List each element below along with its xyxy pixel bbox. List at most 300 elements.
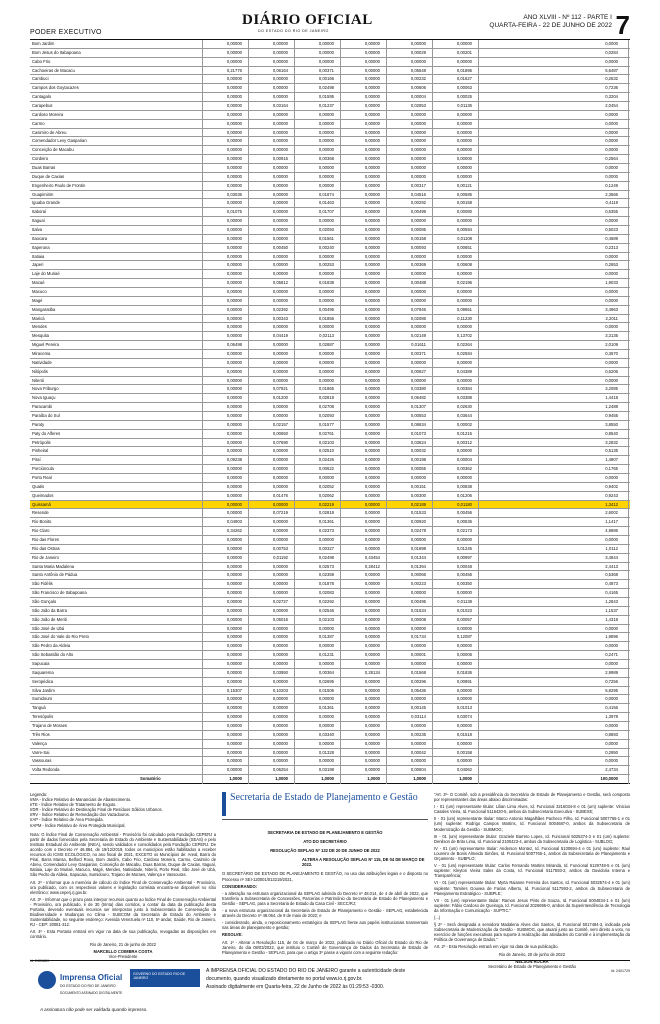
preamble: O SECRETÁRIO DE ESTADO DE PLANEJAMENTO E GESTÃO, no uso das atribuições legais e o disposto no Processo nº SEI-120001/013219/2021,: [222, 871, 428, 882]
value-cell: 0,00000: [364, 740, 380, 746]
value-cell: 0,00000: [364, 377, 380, 383]
value-cell: 2,0454: [605, 103, 618, 108]
value-cell: 0,00000: [226, 661, 242, 666]
value-cell: 0,00312: [456, 439, 472, 445]
value-cell: 0,00000: [272, 661, 288, 666]
value-cell: 0,00000: [364, 492, 380, 498]
value-cell: 0,00000: [364, 76, 380, 82]
art2-text: Art. 2º - Esta Resolução entrará em vigor na data de sua publicação.: [434, 944, 559, 950]
table-row: [30, 421, 630, 430]
value-cell: 1,0000: [413, 776, 426, 782]
value-cell: 0,00000: [456, 111, 472, 117]
value-cell: 0,00145: [410, 705, 426, 711]
value-cell: 0,00000: [456, 297, 472, 303]
value-cell: 0,00000: [272, 235, 288, 241]
table-row: [30, 137, 630, 146]
value-cell: 0,00000: [364, 94, 380, 100]
consideration-3: - considerando, ainda, o reposicionamento estratégico da SEPLAG frente aos papéis institucionais transversais nas áreas de planejamento e gestão;: [222, 920, 428, 931]
doc-id: Id: 2401869: [30, 958, 49, 963]
value-cell: 0,00296: [410, 678, 426, 684]
value-cell: 0,00000: [272, 652, 288, 658]
value-cell: 0,03340: [318, 731, 334, 737]
municipality-cell: Maricá: [32, 315, 45, 321]
value-cell: 0,00000: [318, 218, 334, 224]
table-row: [30, 527, 630, 536]
value-cell: 0,00495: [318, 306, 334, 312]
value-cell: 1,1537: [605, 607, 618, 613]
value-cell: 0,00000: [226, 421, 242, 427]
value-cell: 0,00000: [226, 235, 242, 241]
value-cell: 0,05548: [410, 67, 426, 73]
value-cell: 0,00651: [456, 244, 472, 250]
municipality-cell: Rio de Janeiro: [32, 554, 60, 560]
value-cell: 0,00000: [364, 342, 380, 348]
value-cell: 0,00000: [318, 289, 334, 294]
value-cell: 0,01533: [410, 510, 426, 516]
municipality-cell: Bom Jardim: [32, 41, 55, 46]
value-cell: 0,00000: [318, 643, 334, 649]
table-row: [30, 580, 630, 589]
value-cell: 0,00000: [272, 58, 288, 64]
value-cell: 0,00000: [318, 120, 334, 126]
value-cell: 0,04419: [272, 333, 288, 339]
municipality-cell: Iguaba Grande: [32, 200, 60, 206]
value-cell: 0,00000: [226, 297, 242, 303]
value-cell: 0,00000: [226, 315, 242, 321]
value-cell: 0,00000: [272, 165, 288, 170]
value-cell: 0,2653: [605, 262, 618, 268]
table-row: [30, 350, 630, 359]
value-cell: 0,00608: [456, 262, 472, 268]
value-cell: 0,00000: [364, 129, 380, 135]
table-row: [30, 633, 630, 642]
value-cell: 0,00362: [456, 466, 472, 472]
value-cell: 0,00606: [410, 85, 426, 91]
value-cell: 0,00000: [364, 652, 380, 658]
value-cell: 0,00000: [226, 430, 242, 436]
value-cell: 0,00000: [272, 678, 288, 684]
table-row: [30, 306, 630, 315]
value-cell: 0,00000: [226, 652, 242, 658]
value-cell: 2,0109: [605, 342, 618, 348]
value-cell: 0,00000: [364, 607, 380, 613]
value-cell: 0,00000: [226, 501, 242, 507]
value-cell: 0,00327: [318, 545, 334, 551]
table-row: [30, 465, 630, 474]
value-cell: 0,00000: [226, 554, 242, 560]
value-cell: 0,00000: [226, 475, 242, 480]
value-cell: 0,00000: [410, 297, 426, 303]
municipality-cell: Trajano de Moraes: [32, 723, 67, 728]
table-row: [30, 509, 630, 518]
page-number: 7: [615, 10, 630, 40]
value-cell: 0,06498: [226, 342, 242, 348]
value-cell: 0,00000: [364, 271, 380, 277]
value-cell: 0,00000: [364, 49, 380, 55]
municipality-cell: Santa Maria Madalena: [32, 563, 75, 569]
masthead: [242, 12, 373, 29]
municipality-cell: Tanguá: [32, 705, 46, 711]
value-cell: 0,00002: [456, 421, 472, 427]
value-cell: 0,00000: [272, 41, 288, 46]
value-cell: 3,2085: [605, 386, 618, 392]
value-cell: 0,00223: [410, 581, 426, 587]
value-cell: 0,00000: [364, 306, 380, 312]
value-cell: 0,0000: [605, 661, 618, 666]
value-cell: 0,43454: [364, 554, 380, 560]
value-cell: 0,4156: [605, 705, 618, 711]
table-row: [30, 270, 630, 279]
value-cell: 0,00000: [410, 147, 426, 153]
value-cell: 0,00000: [272, 749, 288, 755]
table-row: [30, 288, 630, 297]
column-divider: [248, 40, 249, 784]
section-label: PODER EXECUTIVO: [30, 29, 102, 36]
value-cell: 0,4873: [605, 581, 618, 587]
value-cell: 0,00000: [226, 173, 242, 179]
value-cell: 0,00000: [272, 271, 288, 277]
value-cell: 0,00456: [456, 572, 472, 578]
value-cell: 2,4413: [605, 563, 618, 569]
value-cell: 0,00000: [226, 545, 242, 551]
municipality-cell: Porciúncula: [32, 466, 54, 472]
value-cell: 0,00000: [410, 165, 426, 170]
value-cell: 0,00000: [364, 483, 380, 489]
value-cell: 0,00915: [272, 156, 288, 162]
value-cell: 0,00000: [410, 359, 426, 365]
value-cell: 0,00000: [410, 324, 426, 330]
value-cell: 0,01075: [226, 209, 242, 215]
imprensa-sub: DO ESTADO DO RIO DE JANEIRO: [60, 984, 116, 988]
value-cell: 0,00000: [272, 466, 288, 472]
table-row: [30, 191, 630, 200]
member-list: [434, 804, 630, 942]
municipality-cell: Somatório: [140, 776, 161, 782]
table-row: [30, 129, 630, 138]
table-row: [30, 217, 630, 226]
value-cell: 5,8295: [605, 687, 618, 693]
value-cell: 0,00000: [226, 607, 242, 613]
value-cell: 0,00151: [410, 483, 426, 489]
note-line-3: Assinado digitalmente em Quarta-feira, 22 de Junho de 2022 às 01:29:53 -0300.: [206, 984, 385, 990]
table-row: [30, 394, 630, 403]
value-cell: 0,00000: [456, 687, 472, 693]
value-cell: 0,2471: [605, 652, 618, 658]
table-row: [30, 492, 630, 501]
table-row: [30, 483, 630, 492]
consideration-2: - a nova estrutura organizacional da Secretaria de Estado de Planejamento e Gestão - SEPLAG, estabelecida através do Decreto nº 48.064, de 9 de maio de 2022; e: [222, 908, 428, 919]
value-cell: 0,00000: [456, 218, 472, 224]
table-row: [30, 40, 630, 49]
table-row: [30, 261, 630, 270]
column-divider: [628, 40, 629, 784]
value-cell: 0,00000: [456, 740, 472, 746]
value-cell: 0,11230: [457, 315, 472, 321]
value-cell: 0,00000: [364, 643, 380, 649]
signature-warning: A assinatura não pode ser validada quando impresso.: [40, 1007, 148, 1012]
table-row: [30, 678, 630, 687]
municipality-cell: Seropédica: [32, 678, 54, 684]
value-cell: 0,00000: [410, 643, 426, 649]
value-cell: 0,01023: [456, 607, 472, 613]
value-cell: 0,28412: [364, 563, 380, 569]
value-cell: 0,00000: [456, 173, 472, 179]
value-cell: 0,01865: [318, 386, 334, 392]
value-cell: 0,00158: [456, 200, 472, 206]
value-cell: 0,03380: [410, 386, 426, 392]
table-row: [30, 545, 630, 554]
table-row: [30, 474, 630, 483]
value-cell: 1,0000: [459, 776, 472, 782]
value-cell: 0,01874: [318, 191, 334, 197]
value-cell: 0,00000: [226, 634, 242, 640]
value-cell: 0,00055: [410, 466, 426, 472]
value-cell: 0,01838: [318, 280, 334, 286]
value-cell: 0,00384: [456, 386, 472, 392]
value-cell: 0,02546: [318, 607, 334, 613]
value-cell: 0,00000: [364, 413, 380, 418]
value-cell: 0,05016: [272, 616, 288, 622]
legend-item: IrTE - Índice Relativo de Tratamento de Esgoto.: [30, 802, 117, 808]
page-footer: [30, 960, 630, 1016]
value-cell: 0,00000: [226, 483, 242, 489]
municipality-cell: Conceição de Macabu: [32, 147, 74, 153]
value-cell: 0,00000: [272, 359, 288, 365]
value-cell: 0,00000: [364, 616, 380, 622]
value-cell: 0,00000: [226, 138, 242, 144]
table-row: [30, 740, 630, 749]
value-cell: 0,00456: [456, 510, 472, 516]
value-cell: 0,00000: [456, 723, 472, 728]
value-cell: 0,00000: [364, 528, 380, 534]
value-cell: 0,02478: [410, 528, 426, 534]
value-cell: 0,00000: [364, 678, 380, 684]
value-cell: 0,00371: [410, 351, 426, 356]
municipality-cell: Rio Claro: [32, 528, 50, 534]
value-cell: 0,03036: [226, 191, 242, 197]
value-cell: 0,00000: [364, 758, 380, 764]
value-cell: 0,00000: [318, 253, 334, 259]
value-cell: 0,00000: [364, 333, 380, 339]
note-paragraph: Nota: O Índice Final de Conservação Ambiental - Provisório foi calculado pela Fundação CEPERJ a partir de dados fornecidos pela Secretaria de Estado do Ambiente e Sustentabilidade (SEAS) e pelo Instituto Estadual do Ambiente (INEA), sendo validados e consolidados pela Fundação CEPERJ. De acordo com o Decreto nº 46.884, de 19/12/2019, todos os municípios estão habilitados a receber recursos do ICMS ECOLÓGICO, no ano fiscal de 2021, EXCETO os Municípios de: Areal, Barra do Piraí, Barra Mansa, Belford Roxo, Bom Jardim, Cabo Frio, Cardoso Moreira, Carmo, Casimiro de Abreu, Comendador Levy Gasparian, Conceição de Macabu, Duas Barras, Duque de Caxias, Itaguaí, Itatiaia, Laje do Muriaé, Macuco, Magé, Mendes, Natividade, Niterói, Porto Real, São José de Ubá, São Pedro da Aldeia, Sapucaia, Sumidouro, Trajano de Moraes, Valença e Vassouras.: [30, 831, 216, 878]
value-cell: 0,00000: [226, 156, 242, 162]
value-cell: 0,1765: [605, 466, 618, 472]
municipality-cell: São José do Vale do Rio Preto: [32, 634, 89, 640]
value-cell: 0,07690: [272, 439, 288, 445]
value-cell: 0,02392: [272, 306, 288, 312]
value-cell: 0,00000: [272, 723, 288, 728]
table-row: [30, 102, 630, 111]
value-cell: 0,00000: [272, 413, 288, 418]
value-cell: 0,00000: [318, 661, 334, 666]
municipality-cell: Campos dos Goytacazes: [32, 85, 79, 91]
table-row: [30, 518, 630, 527]
value-cell: 0,00000: [226, 572, 242, 578]
value-cell: 0,00000: [226, 563, 242, 569]
value-cell: 0,00000: [410, 740, 426, 746]
value-cell: 0,0000: [605, 271, 618, 277]
value-cell: 0,00000: [318, 324, 334, 330]
municipality-cell: Casimiro de Abreu: [32, 129, 67, 135]
value-cell: 0,00093: [410, 244, 426, 250]
municipality-cell: Itaguaí: [32, 218, 45, 224]
value-cell: 0,00000: [456, 696, 472, 702]
table-row: [30, 120, 630, 129]
value-cell: 0,00000: [318, 625, 334, 631]
table-row: [30, 146, 630, 155]
signer-name-right: NELSON ROCHA: [515, 958, 549, 964]
municipality-cell: Laje do Muriaé: [32, 271, 60, 277]
value-cell: 0,00000: [364, 262, 380, 268]
municipality-cell: Cantagalo: [32, 94, 52, 100]
value-cell: 0,00364: [318, 669, 334, 675]
table-row: [30, 456, 630, 465]
value-cell: 0,00000: [364, 625, 380, 631]
value-cell: 0,02196: [456, 280, 472, 286]
value-cell: 0,00000: [364, 581, 380, 587]
value-cell: 0,00753: [272, 545, 288, 551]
value-cell: 0,00000: [364, 475, 380, 480]
value-cell: 2,9989: [605, 669, 618, 675]
value-cell: 0,00000: [226, 289, 242, 294]
municipality-cell: São Sebastião do Alto: [32, 652, 74, 658]
value-cell: 0,00000: [410, 625, 426, 631]
municipality-cell: Mangaratiba: [32, 306, 56, 312]
value-cell: 0,01534: [410, 607, 426, 613]
value-cell: 0,34262: [226, 528, 242, 534]
value-cell: 0,00000: [226, 413, 242, 418]
value-cell: 0,04389: [456, 368, 472, 374]
value-cell: 0,00000: [364, 448, 380, 454]
table-row: [30, 341, 630, 350]
value-cell: 0,00000: [456, 271, 472, 277]
value-cell: 0,00604: [410, 767, 426, 773]
municipality-cell: Carmo: [32, 120, 45, 126]
value-cell: 0,00000: [272, 475, 288, 480]
value-cell: 1,4807: [605, 457, 618, 463]
municipality-cell: Duque de Caxias: [32, 173, 65, 179]
value-cell: 0,00000: [456, 138, 472, 144]
value-cell: 0,02953: [410, 103, 426, 108]
value-cell: 0,00997: [456, 554, 472, 560]
value-cell: 0,00000: [364, 200, 380, 206]
value-cell: 0,00000: [226, 678, 242, 684]
value-cell: 1,9033: [605, 280, 618, 286]
value-cell: 0,00000: [456, 537, 472, 542]
municipality-cell: Cachoeiras de Macacu: [32, 67, 75, 73]
member-item: V - 01 (um) representante titular: Carlos Fernando Martins Miranda, Id. Funcional 5129748-5 e 01 (um) suplente: Kleyton Vieira Sales da Costa, Id. Funcional 5117593-2, ambos da Ouvidoria Interna e Transparência;: [434, 863, 630, 879]
value-cell: 0,00000: [272, 581, 288, 587]
value-cell: 0,00000: [272, 625, 288, 631]
value-cell: 0,00000: [272, 147, 288, 153]
municipality-cell: Nova Friburgo: [32, 386, 59, 392]
cert-label: DOCUMENTO ASSINADO DIGITALMENTE: [60, 991, 123, 995]
value-cell: 0,03114: [411, 714, 426, 720]
value-cell: 0,00000: [226, 351, 242, 356]
value-cell: 0,4119: [605, 200, 618, 206]
value-cell: 0,01856: [318, 315, 334, 321]
value-cell: 0,0284: [605, 49, 618, 55]
table-row: [30, 757, 630, 766]
table-row: [30, 67, 630, 76]
value-cell: 0,00000: [272, 607, 288, 613]
column-middle: [222, 790, 428, 957]
value-cell: 0,03388: [456, 395, 472, 401]
value-cell: 1,9896: [605, 634, 618, 640]
value-cell: 0,00000: [272, 182, 288, 188]
table-row: [30, 385, 630, 394]
municipality-cell: Porto Real: [32, 475, 52, 480]
value-cell: 0,00000: [318, 297, 334, 303]
value-cell: 0,00000: [272, 324, 288, 330]
value-cell: 0,0000: [605, 253, 618, 259]
value-cell: 0,01108: [457, 235, 472, 241]
art3-quote: "Art. 3º- O Comitê, sob a presidência do Secretário de Estado de Planejamento e Gestão, será composto por representantes das áreas abaixo discriminadas:: [434, 792, 630, 803]
municipality-cell: Teresópolis: [32, 714, 54, 720]
municipality-cell: Valença: [32, 740, 47, 746]
member-item: § 2º - Será designada a servidora Madalena Alves dos Santos, Id. Funcional 5017484-3, indicada pela Subsecretaria de Modernização da Gestão - SUBMOG, que atuará junto ao Comitê, sem direito a voto, no exercício de funções executivas para suporte à realização das atividades do Comitê e à implementação da Política de Governança de Dados.": [434, 922, 630, 943]
value-cell: 0,00000: [272, 457, 288, 463]
value-cell: 0,02594: [456, 351, 472, 356]
table-row: [30, 651, 630, 660]
value-cell: 0,00000: [226, 749, 242, 755]
table-row: [30, 323, 630, 332]
value-cell: 0,00000: [272, 501, 288, 507]
value-cell: 0,13702: [456, 333, 472, 339]
value-cell: 0,00000: [364, 634, 380, 640]
value-cell: 0,00536: [456, 519, 472, 525]
table-row: [30, 412, 630, 421]
table-row: [30, 49, 630, 58]
value-cell: 0,9402: [605, 483, 618, 489]
value-cell: 0,00000: [272, 191, 288, 197]
legend-item: IrRV - Índice Relativo de Remediação dos Vazadouros.: [30, 812, 130, 818]
value-cell: 0,01394: [410, 563, 426, 569]
value-cell: 0,00000: [456, 758, 472, 764]
value-cell: 0,00000: [318, 537, 334, 542]
value-cell: 0,00000: [364, 731, 380, 737]
value-cell: 1,1417: [605, 519, 618, 525]
municipality-cell: Cardoso Moreira: [32, 111, 64, 117]
note-line-2: documento, quando visualizado diretamente no portal www.io.rj.gov.br.: [206, 976, 363, 982]
value-cell: 2,2011: [605, 315, 618, 321]
value-cell: 0,01577: [318, 421, 334, 427]
value-cell: 0,00000: [318, 271, 334, 277]
value-cell: 0,01180: [457, 501, 472, 507]
value-cell: 0,00000: [364, 324, 380, 330]
value-cell: 3,3135: [605, 333, 618, 339]
value-cell: 0,0000: [605, 359, 618, 365]
imprensa-icon: [38, 971, 56, 989]
value-cell: 0,00000: [226, 537, 242, 542]
value-cell: 0,00000: [272, 537, 288, 542]
value-cell: 0,00000: [226, 386, 242, 392]
value-cell: 0,00085: [410, 227, 426, 232]
table-row: [30, 642, 630, 651]
value-cell: 0,00000: [226, 76, 242, 82]
value-cell: 0,00594: [456, 227, 472, 232]
value-cell: 0,00032: [410, 448, 426, 454]
value-cell: 0,00553: [410, 413, 426, 418]
column-divider: [386, 40, 387, 784]
value-cell: 0,00000: [364, 537, 380, 542]
table-row: [30, 377, 630, 386]
municipality-cell: Comendador Levy Gasparian: [32, 138, 87, 144]
value-cell: 0,01707: [318, 209, 334, 215]
table-row: [30, 253, 630, 262]
value-cell: 0,00232: [410, 76, 426, 82]
table-row: [30, 713, 630, 722]
